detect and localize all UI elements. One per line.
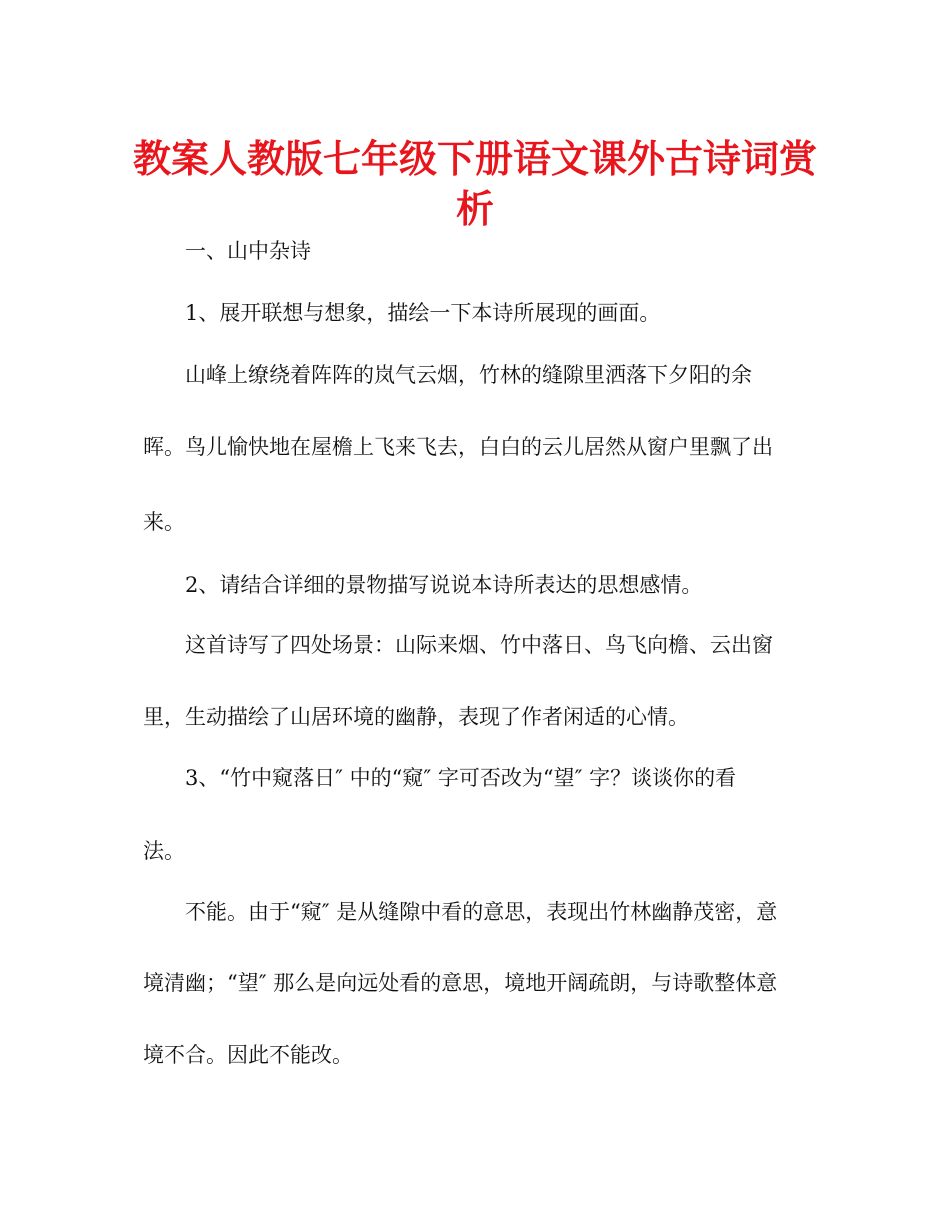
document-title-line-2: 析 xyxy=(455,187,494,231)
question-3-line-1: 3、“竹中窥落日″ 中的“窥″ 字可否改为“望″ 字？谈谈你的看 xyxy=(185,766,737,790)
answer-3-line-3: 境不合。因此不能改。 xyxy=(143,1043,353,1067)
answer-3-line-2: 境清幽；“望″ 那么是向远处看的意思，境地开阔疏朗，与诗歌整体意 xyxy=(143,971,778,995)
question-2: 2、请结合详细的景物描写说说本诗所表达的思想感情。 xyxy=(185,573,703,597)
document-title-line-1: 教案人教版七年级下册语文课外古诗词赏 xyxy=(132,137,817,181)
answer-1-line-3: 来。 xyxy=(143,510,185,534)
answer-1-line-2: 晖。鸟儿愉快地在屋檐上飞来飞去，白白的云儿居然从窗户里飘了出 xyxy=(143,435,773,459)
answer-2-line-1: 这首诗写了四处场景：山际来烟、竹中落日、鸟飞向檐、云出窗 xyxy=(185,633,773,657)
answer-3-line-1: 不能。由于“窥″ 是从缝隙中看的意思，表现出竹林幽静茂密，意 xyxy=(185,900,778,924)
answer-1-line-1: 山峰上缭绕着阵阵的岚气云烟，竹林的缝隙里洒落下夕阳的余 xyxy=(185,363,752,387)
question-1: 1、展开联想与想象，描绘一下本诗所展现的画面。 xyxy=(185,301,661,325)
question-3-line-2: 法。 xyxy=(143,839,185,863)
answer-2-line-2: 里，生动描绘了山居环境的幽静，表现了作者闲适的心情。 xyxy=(143,705,689,729)
section-heading: 一、山中杂诗 xyxy=(185,239,311,263)
